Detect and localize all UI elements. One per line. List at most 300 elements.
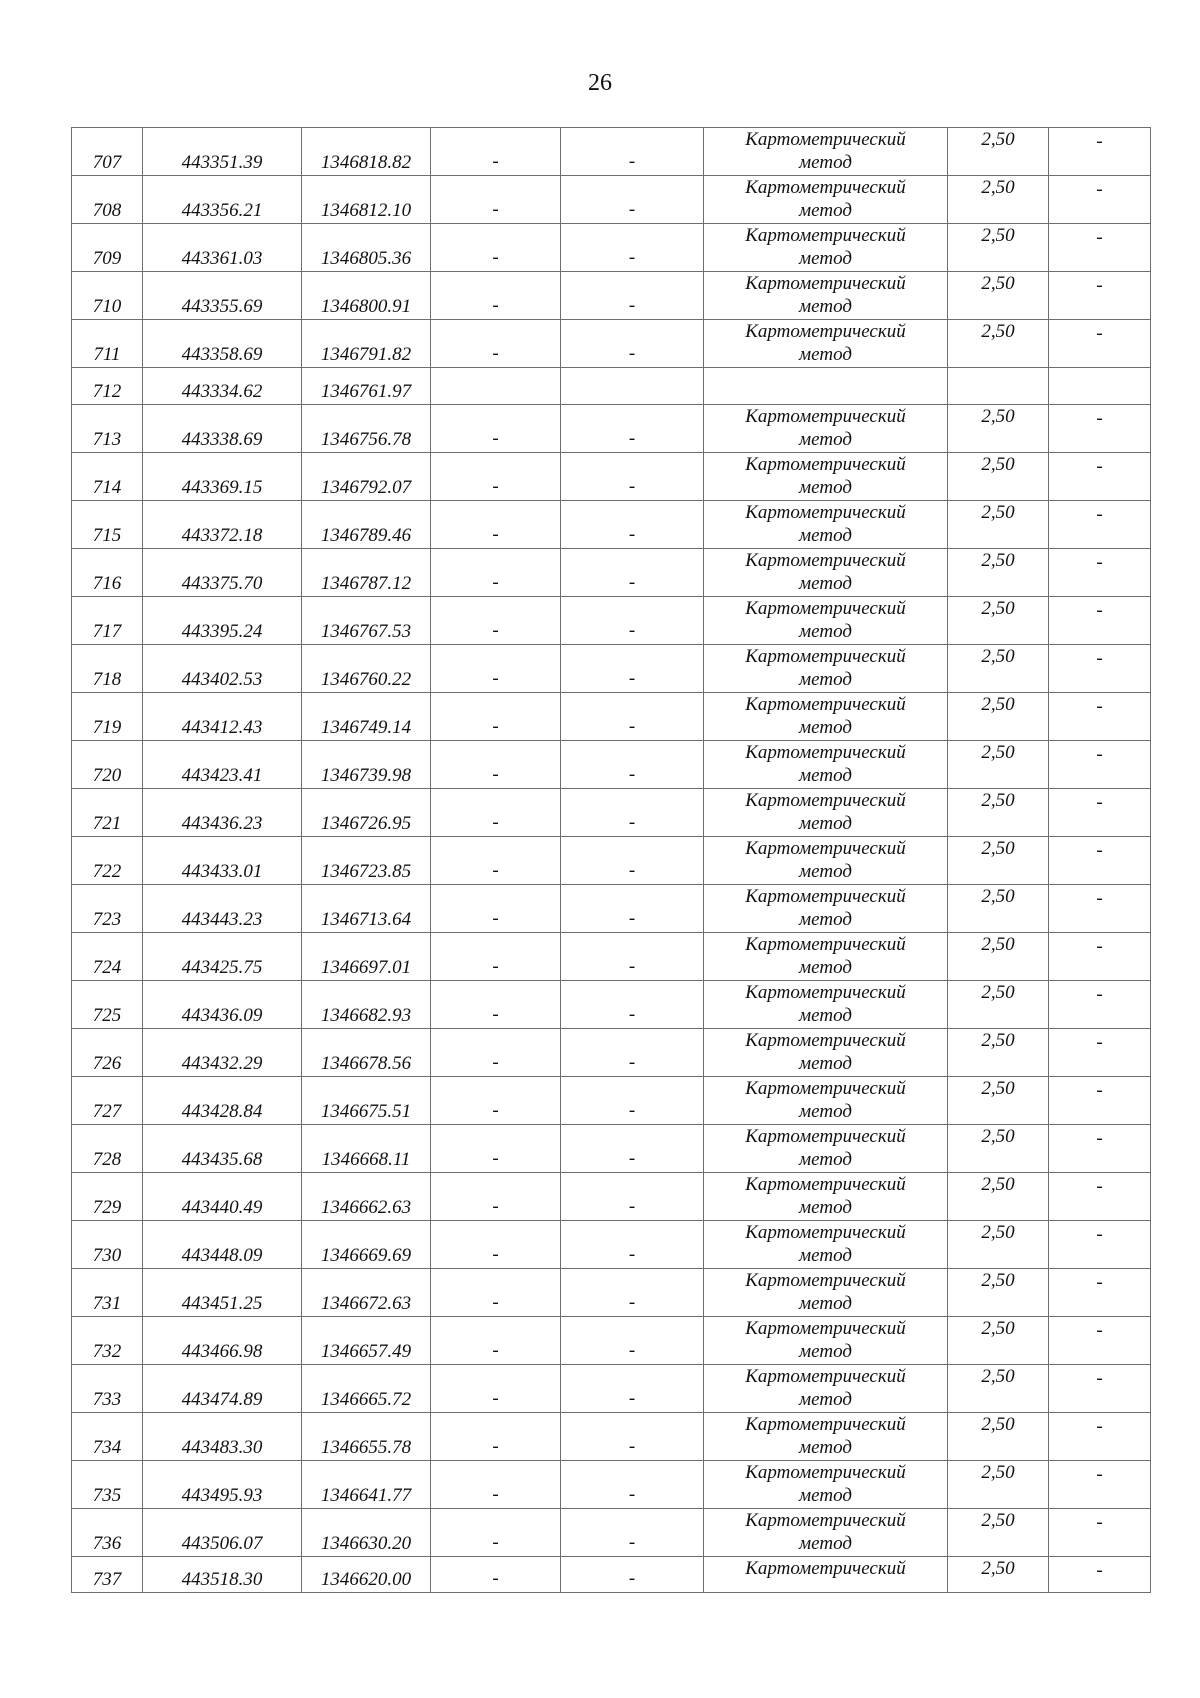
accuracy-cell: 2,50 <box>948 320 1049 368</box>
dash-value: - <box>628 1244 636 1265</box>
dash-cell-last: - <box>1049 1077 1151 1125</box>
x-coordinate-cell: 443412.43 <box>143 693 302 741</box>
method-cell <box>704 1365 948 1413</box>
dash-cell-last: - <box>1049 405 1151 453</box>
y-coordinate-cell: 1346620.00 <box>302 1557 431 1593</box>
accuracy-cell: 2,50 <box>948 272 1049 320</box>
dash-value: - <box>628 1100 636 1121</box>
dash-value: - <box>492 1568 499 1589</box>
table-row <box>72 1125 1151 1173</box>
method-line-1: Картометрический <box>745 1270 906 1291</box>
method-line-1: Картометрический <box>745 550 906 571</box>
table-row <box>72 1365 1151 1413</box>
method-line-2: метод <box>799 525 852 546</box>
y-coordinate-cell: 1346641.77 <box>302 1461 431 1509</box>
table-row <box>72 741 1151 789</box>
method-cell <box>704 981 948 1029</box>
dash-cell <box>561 501 704 549</box>
dash-value: - <box>628 524 636 545</box>
method-line-1: Картометрический <box>745 1318 906 1339</box>
method-line-2: метод <box>799 717 852 738</box>
dash-value: - <box>628 620 636 641</box>
method-line-1: Картометрический <box>745 1174 906 1195</box>
method-line-2: метод <box>799 861 852 882</box>
x-coordinate-cell: 443355.69 <box>143 272 302 320</box>
accuracy-cell: 2,50 <box>948 501 1049 549</box>
dash-cell-last: - <box>1049 1269 1151 1317</box>
x-coordinate-cell: 443432.29 <box>143 1029 302 1077</box>
method-line-1: Картометрический <box>745 1078 906 1099</box>
dash-value: - <box>492 908 499 929</box>
dash-value: - <box>628 908 636 929</box>
method-cell <box>704 741 948 789</box>
dash-cell <box>431 1413 561 1461</box>
x-coordinate-cell: 443395.24 <box>143 597 302 645</box>
dash-value: - <box>492 572 499 593</box>
x-coordinate-cell: 443435.68 <box>143 1125 302 1173</box>
method-line-1: Картометрический <box>745 1558 906 1579</box>
y-coordinate-cell: 1346713.64 <box>302 885 431 933</box>
dash-cell-last: - <box>1049 1557 1151 1593</box>
table-row <box>72 597 1151 645</box>
table-row <box>72 1029 1151 1077</box>
dash-cell <box>561 741 704 789</box>
dash-value: - <box>492 1340 499 1361</box>
dash-cell <box>561 368 704 405</box>
point-number-cell: 724 <box>72 933 143 981</box>
method-line-2: метод <box>799 669 852 690</box>
method-cell <box>704 1221 948 1269</box>
method-cell <box>704 1173 948 1221</box>
method-line-2: метод <box>799 1293 852 1314</box>
table-row <box>72 885 1151 933</box>
y-coordinate-cell: 1346665.72 <box>302 1365 431 1413</box>
method-line-1: Картометрический <box>745 1126 906 1147</box>
method-line-2: метод <box>799 429 852 450</box>
table-row <box>72 693 1151 741</box>
dash-cell-last: - <box>1049 981 1151 1029</box>
method-line-2: метод <box>799 152 852 173</box>
x-coordinate-cell: 443518.30 <box>143 1557 302 1593</box>
dash-value: - <box>492 860 499 881</box>
y-coordinate-cell: 1346805.36 <box>302 224 431 272</box>
method-line-2: метод <box>799 248 852 269</box>
point-number-cell: 725 <box>72 981 143 1029</box>
point-number-cell: 718 <box>72 645 143 693</box>
point-number-cell: 736 <box>72 1509 143 1557</box>
method-line-1: Картометрический <box>745 129 906 150</box>
point-number-cell: 708 <box>72 176 143 224</box>
dash-cell <box>431 837 561 885</box>
method-line-1: Картометрический <box>745 321 906 342</box>
dash-value: - <box>628 1340 636 1361</box>
dash-cell <box>431 1173 561 1221</box>
dash-cell <box>561 272 704 320</box>
dash-cell-last: - <box>1049 645 1151 693</box>
y-coordinate-cell: 1346761.97 <box>302 368 431 405</box>
x-coordinate-cell: 443375.70 <box>143 549 302 597</box>
dash-value: - <box>628 812 636 833</box>
y-coordinate-cell: 1346787.12 <box>302 549 431 597</box>
table-row <box>72 1509 1151 1557</box>
table-body <box>72 128 1151 1593</box>
dash-cell <box>431 176 561 224</box>
y-coordinate-cell: 1346723.85 <box>302 837 431 885</box>
dash-cell <box>431 597 561 645</box>
dash-value: - <box>628 1052 636 1073</box>
dash-value: - <box>492 1196 499 1217</box>
accuracy-cell: 2,50 <box>948 549 1049 597</box>
method-line-2: метод <box>799 1005 852 1026</box>
method-cell <box>704 501 948 549</box>
accuracy-cell: 2,50 <box>948 1125 1049 1173</box>
method-line-1: Картометрический <box>745 273 906 294</box>
accuracy-cell: 2,50 <box>948 1173 1049 1221</box>
dash-cell <box>431 128 561 176</box>
dash-cell <box>561 1221 704 1269</box>
dash-value: - <box>628 1292 636 1313</box>
dash-cell-last: - <box>1049 597 1151 645</box>
method-cell <box>704 597 948 645</box>
dash-value: - <box>492 1436 499 1457</box>
dash-cell <box>431 453 561 501</box>
dash-value: - <box>492 1484 499 1505</box>
dash-cell <box>561 1029 704 1077</box>
method-line-2: метод <box>799 344 852 365</box>
x-coordinate-cell: 443372.18 <box>143 501 302 549</box>
point-number-cell: 709 <box>72 224 143 272</box>
dash-cell-last: - <box>1049 1365 1151 1413</box>
method-line-1: Картометрический <box>745 742 906 763</box>
dash-value: - <box>628 343 636 364</box>
method-line-1: Картометрический <box>745 934 906 955</box>
point-number-cell: 737 <box>72 1557 143 1593</box>
dash-cell-last: - <box>1049 320 1151 368</box>
table-row <box>72 1557 1151 1593</box>
dash-cell <box>561 597 704 645</box>
method-line-1: Картометрический <box>745 177 906 198</box>
dash-cell <box>561 1509 704 1557</box>
dash-cell-last: - <box>1049 501 1151 549</box>
method-line-1: Картометрический <box>745 225 906 246</box>
method-line-1: Картометрический <box>745 1366 906 1387</box>
method-line-2: метод <box>799 296 852 317</box>
method-line-2: метод <box>799 1101 852 1122</box>
dash-cell <box>431 224 561 272</box>
y-coordinate-cell: 1346668.11 <box>302 1125 431 1173</box>
y-coordinate-cell: 1346669.69 <box>302 1221 431 1269</box>
accuracy-cell: 2,50 <box>948 1413 1049 1461</box>
dash-cell <box>561 837 704 885</box>
method-line-1: Картометрический <box>745 790 906 811</box>
y-coordinate-cell: 1346767.53 <box>302 597 431 645</box>
dash-cell <box>561 1317 704 1365</box>
dash-cell <box>561 128 704 176</box>
x-coordinate-cell: 443448.09 <box>143 1221 302 1269</box>
point-number-cell: 731 <box>72 1269 143 1317</box>
dash-value: - <box>628 1484 636 1505</box>
point-number-cell: 713 <box>72 405 143 453</box>
method-cell <box>704 1029 948 1077</box>
dash-cell <box>431 501 561 549</box>
x-coordinate-cell: 443425.75 <box>143 933 302 981</box>
dash-cell <box>561 789 704 837</box>
dash-cell <box>431 1461 561 1509</box>
method-line-1: Картометрический <box>745 454 906 475</box>
dash-cell <box>561 549 704 597</box>
dash-cell <box>431 933 561 981</box>
point-number-cell: 717 <box>72 597 143 645</box>
method-line-2: метод <box>799 200 852 221</box>
dash-value: - <box>628 199 636 220</box>
x-coordinate-cell: 443338.69 <box>143 405 302 453</box>
dash-cell <box>431 1077 561 1125</box>
dash-cell <box>431 1365 561 1413</box>
method-cell <box>704 789 948 837</box>
dash-cell <box>561 693 704 741</box>
dash-cell <box>431 272 561 320</box>
point-number-cell: 721 <box>72 789 143 837</box>
accuracy-cell: 2,50 <box>948 1077 1049 1125</box>
dash-value: - <box>492 151 499 172</box>
y-coordinate-cell: 1346800.91 <box>302 272 431 320</box>
dash-value: - <box>628 860 636 881</box>
dash-value: - <box>492 1244 499 1265</box>
dash-cell-last: - <box>1049 176 1151 224</box>
method-cell <box>704 1509 948 1557</box>
dash-cell-last: - <box>1049 1173 1151 1221</box>
accuracy-cell: 2,50 <box>948 789 1049 837</box>
dash-value: - <box>492 620 499 641</box>
accuracy-cell: 2,50 <box>948 1221 1049 1269</box>
y-coordinate-cell: 1346675.51 <box>302 1077 431 1125</box>
method-cell <box>704 453 948 501</box>
dash-cell <box>431 368 561 405</box>
x-coordinate-cell: 443402.53 <box>143 645 302 693</box>
x-coordinate-cell: 443436.23 <box>143 789 302 837</box>
table-row <box>72 405 1151 453</box>
dash-value: - <box>492 1100 499 1121</box>
x-coordinate-cell: 443443.23 <box>143 885 302 933</box>
point-number-cell: 714 <box>72 453 143 501</box>
dash-cell-last: - <box>1049 693 1151 741</box>
table-row <box>72 320 1151 368</box>
accuracy-cell: 2,50 <box>948 1365 1049 1413</box>
dash-cell <box>431 405 561 453</box>
accuracy-cell: 2,50 <box>948 1557 1049 1593</box>
point-number-cell: 720 <box>72 741 143 789</box>
table-row <box>72 549 1151 597</box>
method-line-1: Картометрический <box>745 886 906 907</box>
method-line-2: метод <box>799 765 852 786</box>
x-coordinate-cell: 443428.84 <box>143 1077 302 1125</box>
table-row <box>72 1413 1151 1461</box>
dash-cell <box>561 1125 704 1173</box>
point-number-cell: 707 <box>72 128 143 176</box>
dash-cell <box>561 1173 704 1221</box>
dash-cell-last: - <box>1049 1509 1151 1557</box>
dash-cell <box>561 405 704 453</box>
x-coordinate-cell: 443423.41 <box>143 741 302 789</box>
dash-cell <box>431 1557 561 1593</box>
accuracy-cell: 2,50 <box>948 693 1049 741</box>
accuracy-cell: 2,50 <box>948 224 1049 272</box>
method-line-2: метод <box>799 477 852 498</box>
dash-value: - <box>492 764 499 785</box>
table-row <box>72 789 1151 837</box>
y-coordinate-cell: 1346630.20 <box>302 1509 431 1557</box>
accuracy-cell: 2,50 <box>948 1269 1049 1317</box>
table-row <box>72 837 1151 885</box>
dash-cell <box>561 885 704 933</box>
method-cell <box>704 1077 948 1125</box>
dash-value: - <box>492 1004 499 1025</box>
method-line-2: метод <box>799 1197 852 1218</box>
method-cell <box>704 176 948 224</box>
method-line-2: метод <box>799 813 852 834</box>
dash-cell <box>561 1269 704 1317</box>
y-coordinate-cell: 1346678.56 <box>302 1029 431 1077</box>
y-coordinate-cell: 1346662.63 <box>302 1173 431 1221</box>
accuracy-cell: 2,50 <box>948 933 1049 981</box>
method-line-1: Картометрический <box>745 982 906 1003</box>
dash-value: - <box>628 1148 636 1169</box>
method-cell <box>704 1413 948 1461</box>
dash-cell-last: - <box>1049 789 1151 837</box>
y-coordinate-cell: 1346792.07 <box>302 453 431 501</box>
x-coordinate-cell: 443361.03 <box>143 224 302 272</box>
dash-value: - <box>492 524 499 545</box>
x-coordinate-cell: 443474.89 <box>143 1365 302 1413</box>
table-row <box>72 453 1151 501</box>
y-coordinate-cell: 1346657.49 <box>302 1317 431 1365</box>
dash-value: - <box>628 1436 636 1457</box>
dash-cell-last: - <box>1049 128 1151 176</box>
dash-value: - <box>492 956 499 977</box>
x-coordinate-cell: 443334.62 <box>143 368 302 405</box>
method-cell <box>704 1557 948 1593</box>
dash-cell-last: - <box>1049 549 1151 597</box>
dash-value: - <box>628 476 636 497</box>
method-line-2: метод <box>799 1485 852 1506</box>
dash-value: - <box>492 428 499 449</box>
dash-cell <box>431 981 561 1029</box>
dash-cell <box>431 320 561 368</box>
dash-value: - <box>628 1532 636 1553</box>
table-row <box>72 224 1151 272</box>
y-coordinate-cell: 1346789.46 <box>302 501 431 549</box>
dash-cell <box>431 1317 561 1365</box>
method-cell <box>704 837 948 885</box>
table-row <box>72 1173 1151 1221</box>
method-line-1: Картометрический <box>745 1414 906 1435</box>
dash-value: - <box>628 428 636 449</box>
method-line-2: метод <box>799 1245 852 1266</box>
point-number-cell: 716 <box>72 549 143 597</box>
method-cell <box>704 272 948 320</box>
dash-value: - <box>628 716 636 737</box>
table-row <box>72 1221 1151 1269</box>
method-line-1: Картометрический <box>745 1030 906 1051</box>
dash-value: - <box>628 151 636 172</box>
accuracy-cell: 2,50 <box>948 1509 1049 1557</box>
method-line-2: метод <box>799 1053 852 1074</box>
dash-cell <box>431 789 561 837</box>
dash-cell <box>561 981 704 1029</box>
dash-value: - <box>492 1292 499 1313</box>
accuracy-cell: 2,50 <box>948 645 1049 693</box>
method-line-2: метод <box>799 957 852 978</box>
accuracy-cell: 2,50 <box>948 128 1049 176</box>
y-coordinate-cell: 1346760.22 <box>302 645 431 693</box>
accuracy-cell: 2,50 <box>948 837 1049 885</box>
point-number-cell: 712 <box>72 368 143 405</box>
x-coordinate-cell: 443356.21 <box>143 176 302 224</box>
dash-cell-last: - <box>1049 933 1151 981</box>
y-coordinate-cell: 1346791.82 <box>302 320 431 368</box>
dash-cell-last: - <box>1049 1413 1151 1461</box>
accuracy-cell <box>948 368 1049 405</box>
dash-cell <box>561 176 704 224</box>
dash-value: - <box>628 295 636 316</box>
method-cell <box>704 224 948 272</box>
dash-value: - <box>628 956 636 977</box>
dash-value: - <box>492 295 499 316</box>
method-line-2: метод <box>799 1389 852 1410</box>
point-number-cell: 722 <box>72 837 143 885</box>
dash-value: - <box>492 668 499 689</box>
dash-cell <box>431 741 561 789</box>
method-line-2: метод <box>799 1437 852 1458</box>
method-cell <box>704 405 948 453</box>
method-line-2: метод <box>799 1341 852 1362</box>
dash-cell <box>561 933 704 981</box>
y-coordinate-cell: 1346818.82 <box>302 128 431 176</box>
method-line-1: Картометрический <box>745 694 906 715</box>
method-cell <box>704 368 948 405</box>
dash-cell <box>431 1509 561 1557</box>
method-line-2: метод <box>799 573 852 594</box>
point-number-cell: 723 <box>72 885 143 933</box>
method-line-2: метод <box>799 1533 852 1554</box>
dash-cell <box>561 1461 704 1509</box>
table-row <box>72 1317 1151 1365</box>
method-cell <box>704 128 948 176</box>
y-coordinate-cell: 1346697.01 <box>302 933 431 981</box>
method-line-1: Картометрический <box>745 646 906 667</box>
y-coordinate-cell: 1346672.63 <box>302 1269 431 1317</box>
dash-cell-last: - <box>1049 741 1151 789</box>
dash-value: - <box>628 764 636 785</box>
method-line-1: Картометрический <box>745 598 906 619</box>
method-cell <box>704 549 948 597</box>
dash-cell-last: - <box>1049 224 1151 272</box>
accuracy-cell: 2,50 <box>948 741 1049 789</box>
dash-value: - <box>628 1196 636 1217</box>
dash-cell <box>561 1413 704 1461</box>
dash-cell <box>561 1077 704 1125</box>
point-number-cell: 726 <box>72 1029 143 1077</box>
x-coordinate-cell: 443495.93 <box>143 1461 302 1509</box>
dash-cell-last: - <box>1049 272 1151 320</box>
method-cell <box>704 885 948 933</box>
method-cell <box>704 1461 948 1509</box>
dash-cell <box>431 1221 561 1269</box>
method-cell <box>704 1269 948 1317</box>
method-cell <box>704 1317 948 1365</box>
dash-cell-last: - <box>1049 1125 1151 1173</box>
point-number-cell: 711 <box>72 320 143 368</box>
